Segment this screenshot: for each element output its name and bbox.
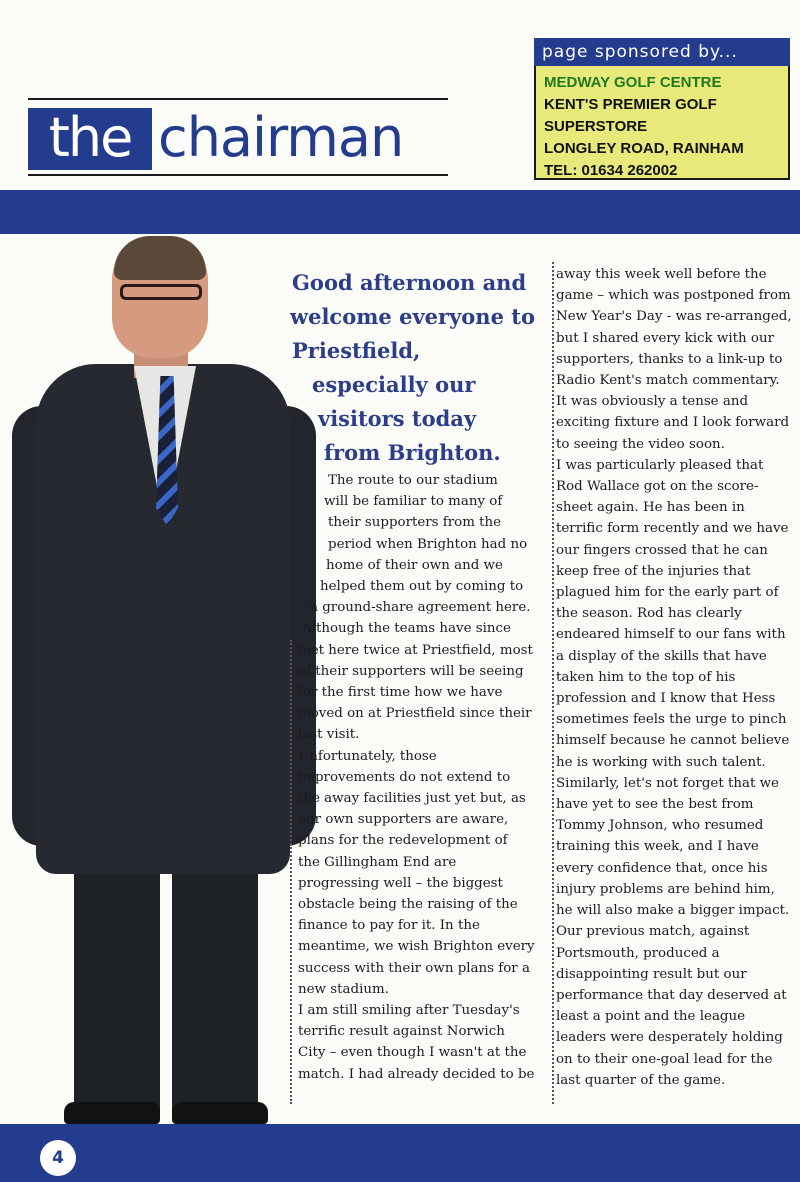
text-line: new stadium.: [298, 981, 389, 997]
text-line: taken him to the top of his: [556, 669, 736, 685]
text-line: Radio Kent's match commentary.: [556, 373, 780, 389]
text-line: Similarly, let's not forget that we: [556, 775, 779, 791]
title-rule-top: [28, 98, 448, 100]
text-line: moved on at Priestfield since their: [298, 706, 532, 722]
article-column-middle: [298, 470, 546, 1085]
figure-hair: [114, 236, 206, 280]
text-line: least a point and the league: [556, 1009, 746, 1025]
text-line: the season. Rod has clearly: [556, 606, 742, 622]
sponsor-tab: page sponsored by...: [534, 38, 790, 66]
text-line: plagued him for the early part of: [556, 585, 779, 601]
text-line: he will also make a bigger impact.: [556, 903, 790, 919]
text-line: will be familiar to many of: [324, 494, 503, 510]
text-line: met here twice at Priestfield, most: [298, 642, 533, 658]
title-rule-bottom: [28, 174, 448, 176]
chairman-photo: [8, 236, 318, 1126]
sponsor-name: MEDWAY GOLF CENTRE: [544, 74, 722, 91]
text-line: Rod Wallace got on the score-: [556, 479, 759, 495]
header-band: [0, 190, 800, 234]
text-line: endeared himself to our fans with: [556, 627, 786, 643]
text-line: The route to our stadium: [328, 473, 498, 488]
text-line: progressing well – the biggest: [298, 875, 503, 891]
text-line: Tommy Johnson, who resumed: [556, 818, 764, 834]
text-line: on to their one-goal lead for the: [556, 1051, 773, 1067]
column-divider-1: [290, 640, 292, 1104]
sponsor-tagline: KENT'S PREMIER GOLF SUPERSTORE: [544, 96, 717, 135]
text-line: I am still smiling after Tuesday's: [298, 1003, 520, 1019]
headline-line: welcome everyone to: [290, 304, 535, 329]
text-line: home of their own and we: [326, 557, 503, 573]
text-line: match. I had already decided to be: [298, 1066, 535, 1082]
figure-glasses: [120, 284, 202, 300]
text-line: last visit.: [298, 727, 360, 743]
title-the: the: [28, 108, 152, 170]
text-line: I was particularly pleased that: [556, 457, 764, 473]
text-line: sometimes feels the urge to pinch: [556, 712, 787, 728]
figure-shoe-right: [172, 1102, 268, 1124]
headline-line: visitors today: [318, 406, 477, 431]
text-line: terrific result against Norwich: [298, 1024, 505, 1040]
text-line: himself because he cannot believe: [556, 733, 790, 749]
article-column-right: [556, 264, 796, 1091]
text-line: exciting fixture and I look forward: [556, 415, 790, 431]
text-line: disappointing result but our: [556, 966, 747, 982]
headline-line: especially our: [312, 372, 476, 397]
text-line: our fingers crossed that he can: [556, 542, 768, 558]
text-line: the Gillingham End are: [298, 854, 457, 870]
text-line: last quarter of the game.: [556, 1072, 726, 1088]
sponsor-box: [534, 38, 790, 180]
text-line: improvements do not extend to: [298, 769, 511, 785]
text-line: period when Brighton had no: [328, 536, 528, 552]
text-line: plans for the redevelopment of: [298, 833, 508, 849]
text-line: he is working with such talent.: [556, 754, 766, 770]
text-line: to seeing the video soon.: [556, 436, 725, 452]
text-line: success with their own plans for a: [298, 960, 530, 976]
text-line: their supporters from the: [328, 515, 502, 531]
column-divider-2: [552, 262, 554, 1104]
headline-line: Priestfield,: [292, 338, 421, 363]
text-line: performance that day deserved at: [556, 987, 787, 1003]
page-number: 4: [40, 1140, 76, 1176]
text-line: a ground-share agreement here.: [310, 600, 531, 616]
text-line: It was obviously a tense and: [556, 394, 749, 410]
text-line: a display of the skills that have: [556, 648, 767, 664]
text-line: New Year's Day - was re-arranged,: [556, 309, 792, 325]
footer-band: [0, 1124, 800, 1182]
text-line: our own supporters are aware,: [298, 812, 509, 828]
headline-line: Good afternoon and: [292, 270, 527, 295]
figure-shoe-left: [64, 1102, 160, 1124]
headline-line: from Brighton.: [324, 440, 501, 465]
title-chairman: chairman: [158, 106, 404, 169]
text-line: City – even though I wasn't at the: [298, 1045, 527, 1061]
text-line: terrific form recently and we have: [556, 521, 789, 537]
text-line: leaders were desperately holding: [556, 1030, 783, 1046]
text-line: profession and I know that Hess: [556, 691, 776, 707]
sponsor-phone: TEL: 01634 262002: [544, 162, 678, 179]
text-line: the away facilities just yet but, as: [298, 791, 526, 807]
text-line: Our previous match, against: [556, 924, 750, 940]
text-line: but I shared every kick with our: [556, 330, 775, 346]
text-line: of their supporters will be seeing: [298, 663, 524, 679]
text-line: Portsmouth, produced a: [556, 945, 720, 961]
text-line: helped them out by coming to: [320, 579, 524, 595]
sponsor-address: LONGLEY ROAD, RAINHAM: [544, 140, 744, 157]
text-line: injury problems are behind him,: [556, 881, 775, 897]
text-line: for the first time how we have: [298, 685, 503, 701]
text-line: obstacle being the raising of the: [298, 897, 518, 913]
text-line: have yet to see the best from: [556, 797, 754, 813]
text-line: keep free of the injuries that: [556, 563, 751, 579]
text-line: meantime, we wish Brighton every: [298, 939, 535, 955]
text-line: every confidence that, once his: [556, 860, 768, 876]
text-line: game – which was postponed from: [556, 288, 791, 304]
text-line: Although the teams have since: [302, 621, 511, 637]
text-line: training this week, and I have: [556, 839, 759, 855]
text-line: away this week well before the: [556, 267, 767, 282]
sponsor-details: [534, 66, 790, 180]
text-line: Unfortunately, those: [298, 748, 437, 764]
text-line: supporters, thanks to a link-up to: [556, 351, 783, 367]
text-line: sheet again. He has been in: [556, 500, 745, 516]
article-headline: [288, 266, 538, 470]
text-line: finance to pay for it. In the: [298, 918, 480, 934]
